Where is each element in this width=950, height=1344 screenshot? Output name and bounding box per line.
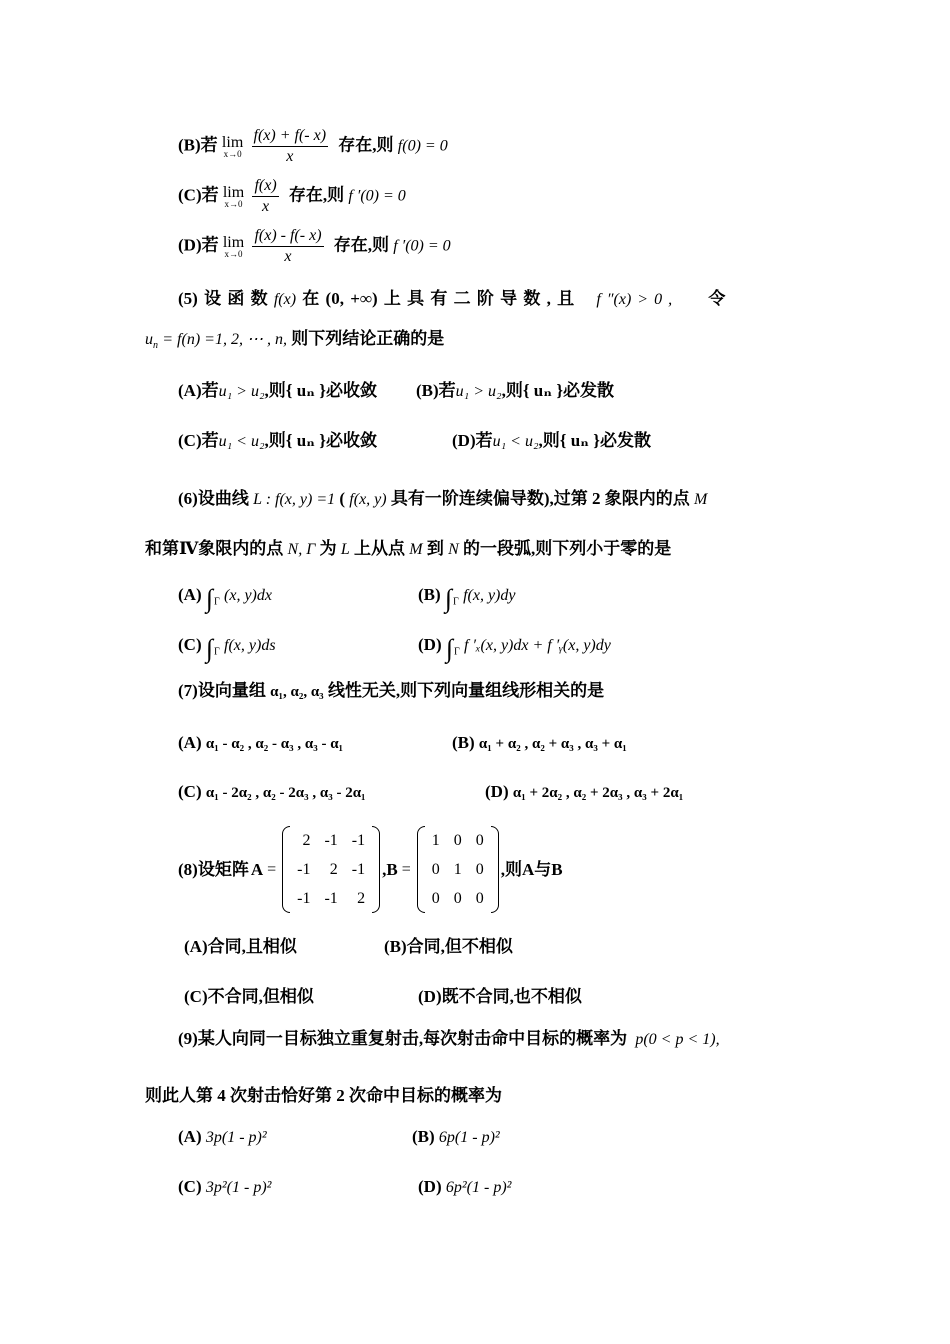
q5-option-c: (C)若u₁ < u₂,则{ uₙ }必收敛 xyxy=(178,431,377,450)
q5-option-a: (A)若u₁ > u₂,则{ uₙ }必收敛 xyxy=(178,381,377,400)
matrix-b-cell-2-2: 1 xyxy=(453,860,462,878)
integral-sign-icon: ∫ xyxy=(444,584,453,613)
matrix-a-cell-3-3: 2 xyxy=(357,889,366,907)
q6-option-b: (B) $\int_\Gamma$ f(x, y)dy xyxy=(418,584,516,613)
q7-option-c: (C) α₁ - 2α₂ , α₂ - 2α₃ , α₃ - 2α₁ xyxy=(178,782,366,801)
q9-stem-line1: (9)某人向同一目标独立重复射击,每次射击命中目标的概率为 p(0 < p < 1), xyxy=(178,1029,720,1048)
q6-option-c: (C) $\int_\Gamma$ f(x, y)ds xyxy=(178,634,276,663)
q4-option-b-exists: 存在,则 xyxy=(338,135,394,155)
q4-option-b-fraction: $\frac{f(x) + f(- x)}{x}$ xyxy=(253,127,327,165)
q9-option-a: (A) 3p(1 - p)² xyxy=(178,1127,267,1146)
integral-sign-icon: ∫ xyxy=(205,634,213,663)
matrix-a-cell-3-2: -1 xyxy=(324,889,338,907)
matrix-a-cell-1-3: -1 xyxy=(351,831,366,849)
q8-option-d: (D)既不合同,也不相似 xyxy=(418,987,582,1006)
matrix-a-cell-2-3: -1 xyxy=(351,860,366,878)
q6-option-d: (D) $\int_\Gamma$ f ′ₓ(x, y)dx + f ′ᵧ(x, y)dy xyxy=(418,634,611,663)
q6-option-a: (A) $\int_\Gamma$ (x, y)dx xyxy=(178,584,272,613)
q4-option-c xyxy=(178,178,406,215)
q4-option-d xyxy=(178,228,451,265)
matrix-b-cell-2-1: 0 xyxy=(431,860,440,878)
matrix-b-cell-1-3: 0 xyxy=(475,831,484,849)
q7-option-d: (D) α₁ + 2α₂ , α₂ + 2α₃ , α₃ + 2α₁ xyxy=(485,782,684,801)
matrix-a xyxy=(282,826,380,913)
q8-option-b: (B)合同,但不相似 xyxy=(384,937,513,956)
q4-option-b-label: (B)若 xyxy=(178,135,218,155)
matrix-b-cell-3-1: 0 xyxy=(431,889,440,907)
q4-option-b-result: f(0) = 0 xyxy=(397,137,448,155)
q9-option-d: (D) 6p²(1 - p)² xyxy=(418,1177,512,1196)
q5-option-d: (D)若u₁ < u₂,则{ uₙ }必发散 xyxy=(452,431,651,450)
q4-option-d-limit: lim x→0 xyxy=(222,233,245,259)
q5-option-b: (B)若u₁ > u₂,则{ uₙ }必发散 xyxy=(416,381,615,400)
q4-option-c-label: (C)若 xyxy=(178,185,219,205)
matrix-b-cell-2-3: 0 xyxy=(475,860,484,878)
q9-option-b: (B) 6p(1 - p)² xyxy=(412,1127,500,1146)
q4-option-b xyxy=(178,128,448,165)
integral-sign-icon: ∫ xyxy=(445,634,453,663)
matrix-a-cell-1-1: 2 xyxy=(302,831,311,849)
q4-option-d-label: (D)若 xyxy=(178,235,219,255)
q7-option-a: (A) α₁ - α₂ , α₂ - α₃ , α₃ - α₁ xyxy=(178,733,344,752)
matrix-a-cell-2-2: 2 xyxy=(329,860,338,878)
q6-stem-line1: (6)设曲线 L : f(x, y) =1 ( f(x, y) 具有一阶连续偏导数),过第 2 象限内的点 M xyxy=(178,489,708,508)
q4-option-d-result: f ′(0) = 0 xyxy=(393,237,451,255)
q5-stem-line2: $u_n = f(n) =1$, 2, ⋯ , n, 则下列结论正确的是 xyxy=(145,329,445,352)
matrix-a-cell-1-2: -1 xyxy=(324,831,338,849)
matrix-a-cell-3-1: -1 xyxy=(297,889,311,907)
integral-sign-icon: ∫ xyxy=(205,584,213,613)
matrix-b xyxy=(417,826,499,913)
q4-option-c-limit: lim x→0 xyxy=(222,183,245,209)
matrix-b-cell-3-2: 0 xyxy=(453,889,462,907)
q4-option-c-fraction: $\frac{f(x)}{x}$ xyxy=(254,177,277,215)
q4-option-c-result: f ′(0) = 0 xyxy=(348,187,406,205)
q9-option-c: (C) 3p²(1 - p)² xyxy=(178,1177,272,1196)
q4-option-c-exists: 存在,则 xyxy=(288,185,345,205)
matrix-b-cell-1-2: 0 xyxy=(453,831,462,849)
q9-stem-line2: 则此人第 4 次射击恰好第 2 次命中目标的概率为 xyxy=(145,1086,502,1105)
q4-option-b-limit: lim x→0 xyxy=(221,133,244,159)
matrix-b-cell-3-3: 0 xyxy=(475,889,484,907)
q5-stem-line1: (5) 设 函 数 f(x) 在 (0, +∞) 上 具 有 二 阶 导 数 , 且 f ″(x) > 0 , 令 xyxy=(178,289,726,308)
q8-stem: (8)设矩阵 A = 2 -1 -1 -1 2 -1 -1 -1 2 , B = 1 0 0 0 1 0 0 0 0 ,则 A 与 B xyxy=(178,826,563,913)
q7-option-b: (B) α₁ + α₂ , α₂ + α₃ , α₃ + α₁ xyxy=(452,733,627,752)
matrix-a-cell-2-1: -1 xyxy=(297,860,311,878)
q8-option-a: (A)合同,且相似 xyxy=(184,937,297,956)
q7-stem: (7)设向量组 α₁, α₂, α₃ 线性无关,则下列向量组线形相关的是 xyxy=(178,681,605,700)
q4-option-d-fraction: $\frac{f(x) - f(- x)}{x}$ xyxy=(254,227,322,265)
q6-stem-line2: 和第Ⅳ象限内的点 N, Γ 为 L 上从点 M 到 N 的一段弧,则下列小于零的是 xyxy=(145,539,672,558)
q8-option-c: (C)不合同,但相似 xyxy=(184,987,314,1006)
matrix-b-cell-1-1: 1 xyxy=(431,831,440,849)
q4-option-d-exists: 存在,则 xyxy=(333,235,390,255)
